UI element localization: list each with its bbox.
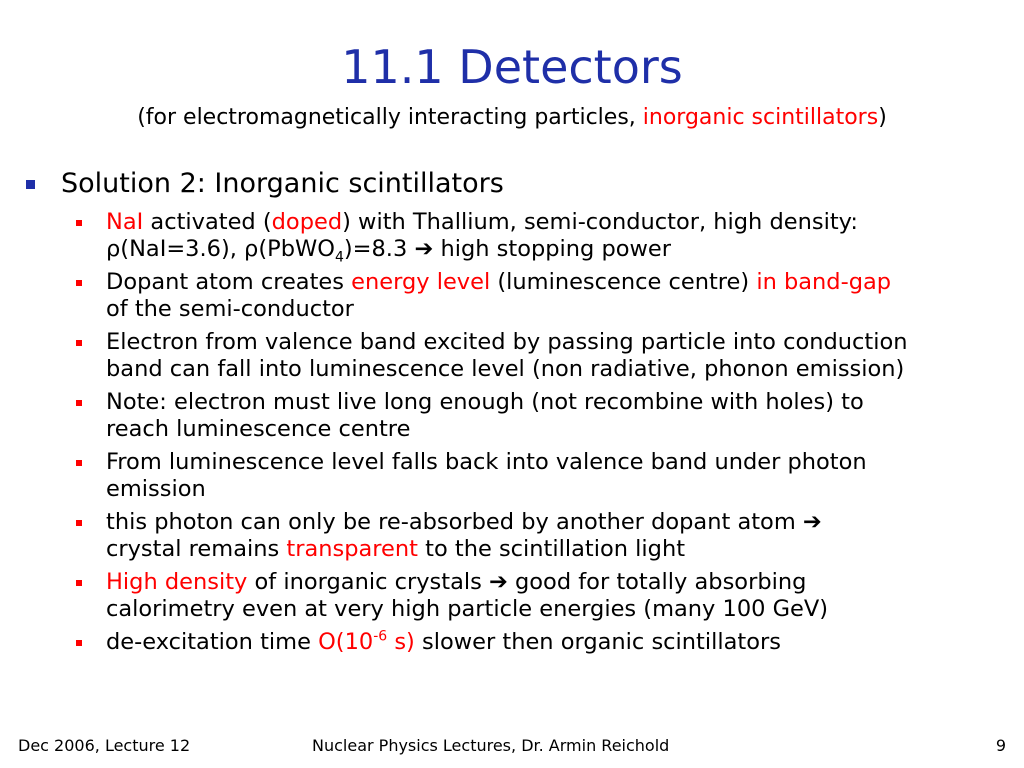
- item-text: good for totally absorbing: [507, 569, 807, 595]
- square-bullet-icon: [76, 280, 82, 286]
- item-highlight: O(10: [318, 629, 374, 655]
- subtitle-highlight: inorganic scintillators: [642, 105, 879, 130]
- square-bullet-icon: [76, 340, 82, 346]
- item-text: calorimetry even at very high particle energies (many 100 GeV): [106, 596, 829, 622]
- slide-title: 11.1 Detectors: [341, 40, 683, 94]
- item-text: emission: [106, 476, 206, 502]
- square-bullet-icon: [76, 520, 82, 526]
- list-item: [76, 209, 1006, 266]
- item-highlight: energy level: [351, 269, 491, 295]
- square-bullet-icon: [76, 640, 82, 646]
- list-item: [76, 449, 1006, 503]
- item-text: From luminescence level falls back into valence band under photon: [106, 449, 867, 475]
- rho-symbol: ρ: [106, 236, 121, 262]
- subscript: 4: [334, 249, 344, 266]
- item-highlight: transparent: [286, 536, 418, 562]
- item-highlight: High density: [106, 569, 248, 595]
- item-text: slower then organic scintillators: [414, 629, 781, 655]
- item-text: activated (: [143, 209, 272, 235]
- item-text: crystal remains: [106, 536, 287, 562]
- item-text: reach luminescence centre: [106, 416, 411, 442]
- item-text: high stopping power: [433, 236, 672, 262]
- main-bullet-text: Solution 2: Inorganic scintillators: [61, 168, 504, 199]
- right-arrow-icon: ➔: [414, 236, 434, 262]
- list-item: [76, 329, 1006, 383]
- item-text: Note: electron must live long enough (not recombine with holes) to: [106, 389, 864, 415]
- square-bullet-icon: [76, 580, 82, 586]
- item-text: of the semi-conductor: [106, 296, 354, 322]
- sub-bullet-list: [76, 209, 1006, 662]
- subtitle-close: ): [878, 105, 887, 130]
- page-number: 9: [995, 736, 1006, 755]
- item-text: )=8.3: [343, 236, 415, 262]
- footer-course: Nuclear Physics Lectures, Dr. Armin Reichold: [312, 736, 670, 755]
- subtitle-text: (for electromagnetically interacting particles,: [137, 105, 643, 130]
- item-text: this photon can only be re-absorbed by another dopant atom: [106, 509, 803, 535]
- right-arrow-icon: ➔: [802, 509, 822, 535]
- item-text: of inorganic crystals: [247, 569, 489, 595]
- item-text: ) with Thallium, semi-conductor, high density:: [342, 209, 858, 235]
- item-text: (luminescence centre): [490, 269, 757, 295]
- item-text: de-excitation time: [106, 629, 319, 655]
- item-text: band can fall into luminescence level (non radiative, phonon emission): [106, 356, 905, 382]
- superscript: -6: [373, 628, 388, 645]
- list-item: [76, 269, 1006, 323]
- item-highlight: s): [387, 629, 415, 655]
- square-bullet-icon: [76, 460, 82, 466]
- list-item: [76, 629, 1006, 656]
- item-highlight: in band-gap: [756, 269, 892, 295]
- item-text: Electron from valence band excited by passing particle into conduction: [106, 329, 908, 355]
- square-bullet-icon: [26, 180, 35, 189]
- list-item: [76, 509, 1006, 563]
- square-bullet-icon: [76, 400, 82, 406]
- square-bullet-icon: [76, 220, 82, 226]
- right-arrow-icon: ➔: [489, 569, 508, 595]
- footer-date: Dec 2006, Lecture 12: [18, 736, 191, 755]
- item-text: NaI: [106, 209, 144, 235]
- list-item: [76, 569, 1006, 623]
- slide-subtitle: [0, 104, 1024, 132]
- rho-symbol: ρ: [244, 236, 259, 262]
- item-text: (PbWO: [258, 236, 335, 262]
- list-item: [76, 389, 1006, 443]
- item-text: Dopant atom creates: [106, 269, 352, 295]
- item-text: (NaI=3.6),: [120, 236, 245, 262]
- item-highlight: doped: [271, 209, 343, 235]
- item-text: to the scintillation light: [417, 536, 686, 562]
